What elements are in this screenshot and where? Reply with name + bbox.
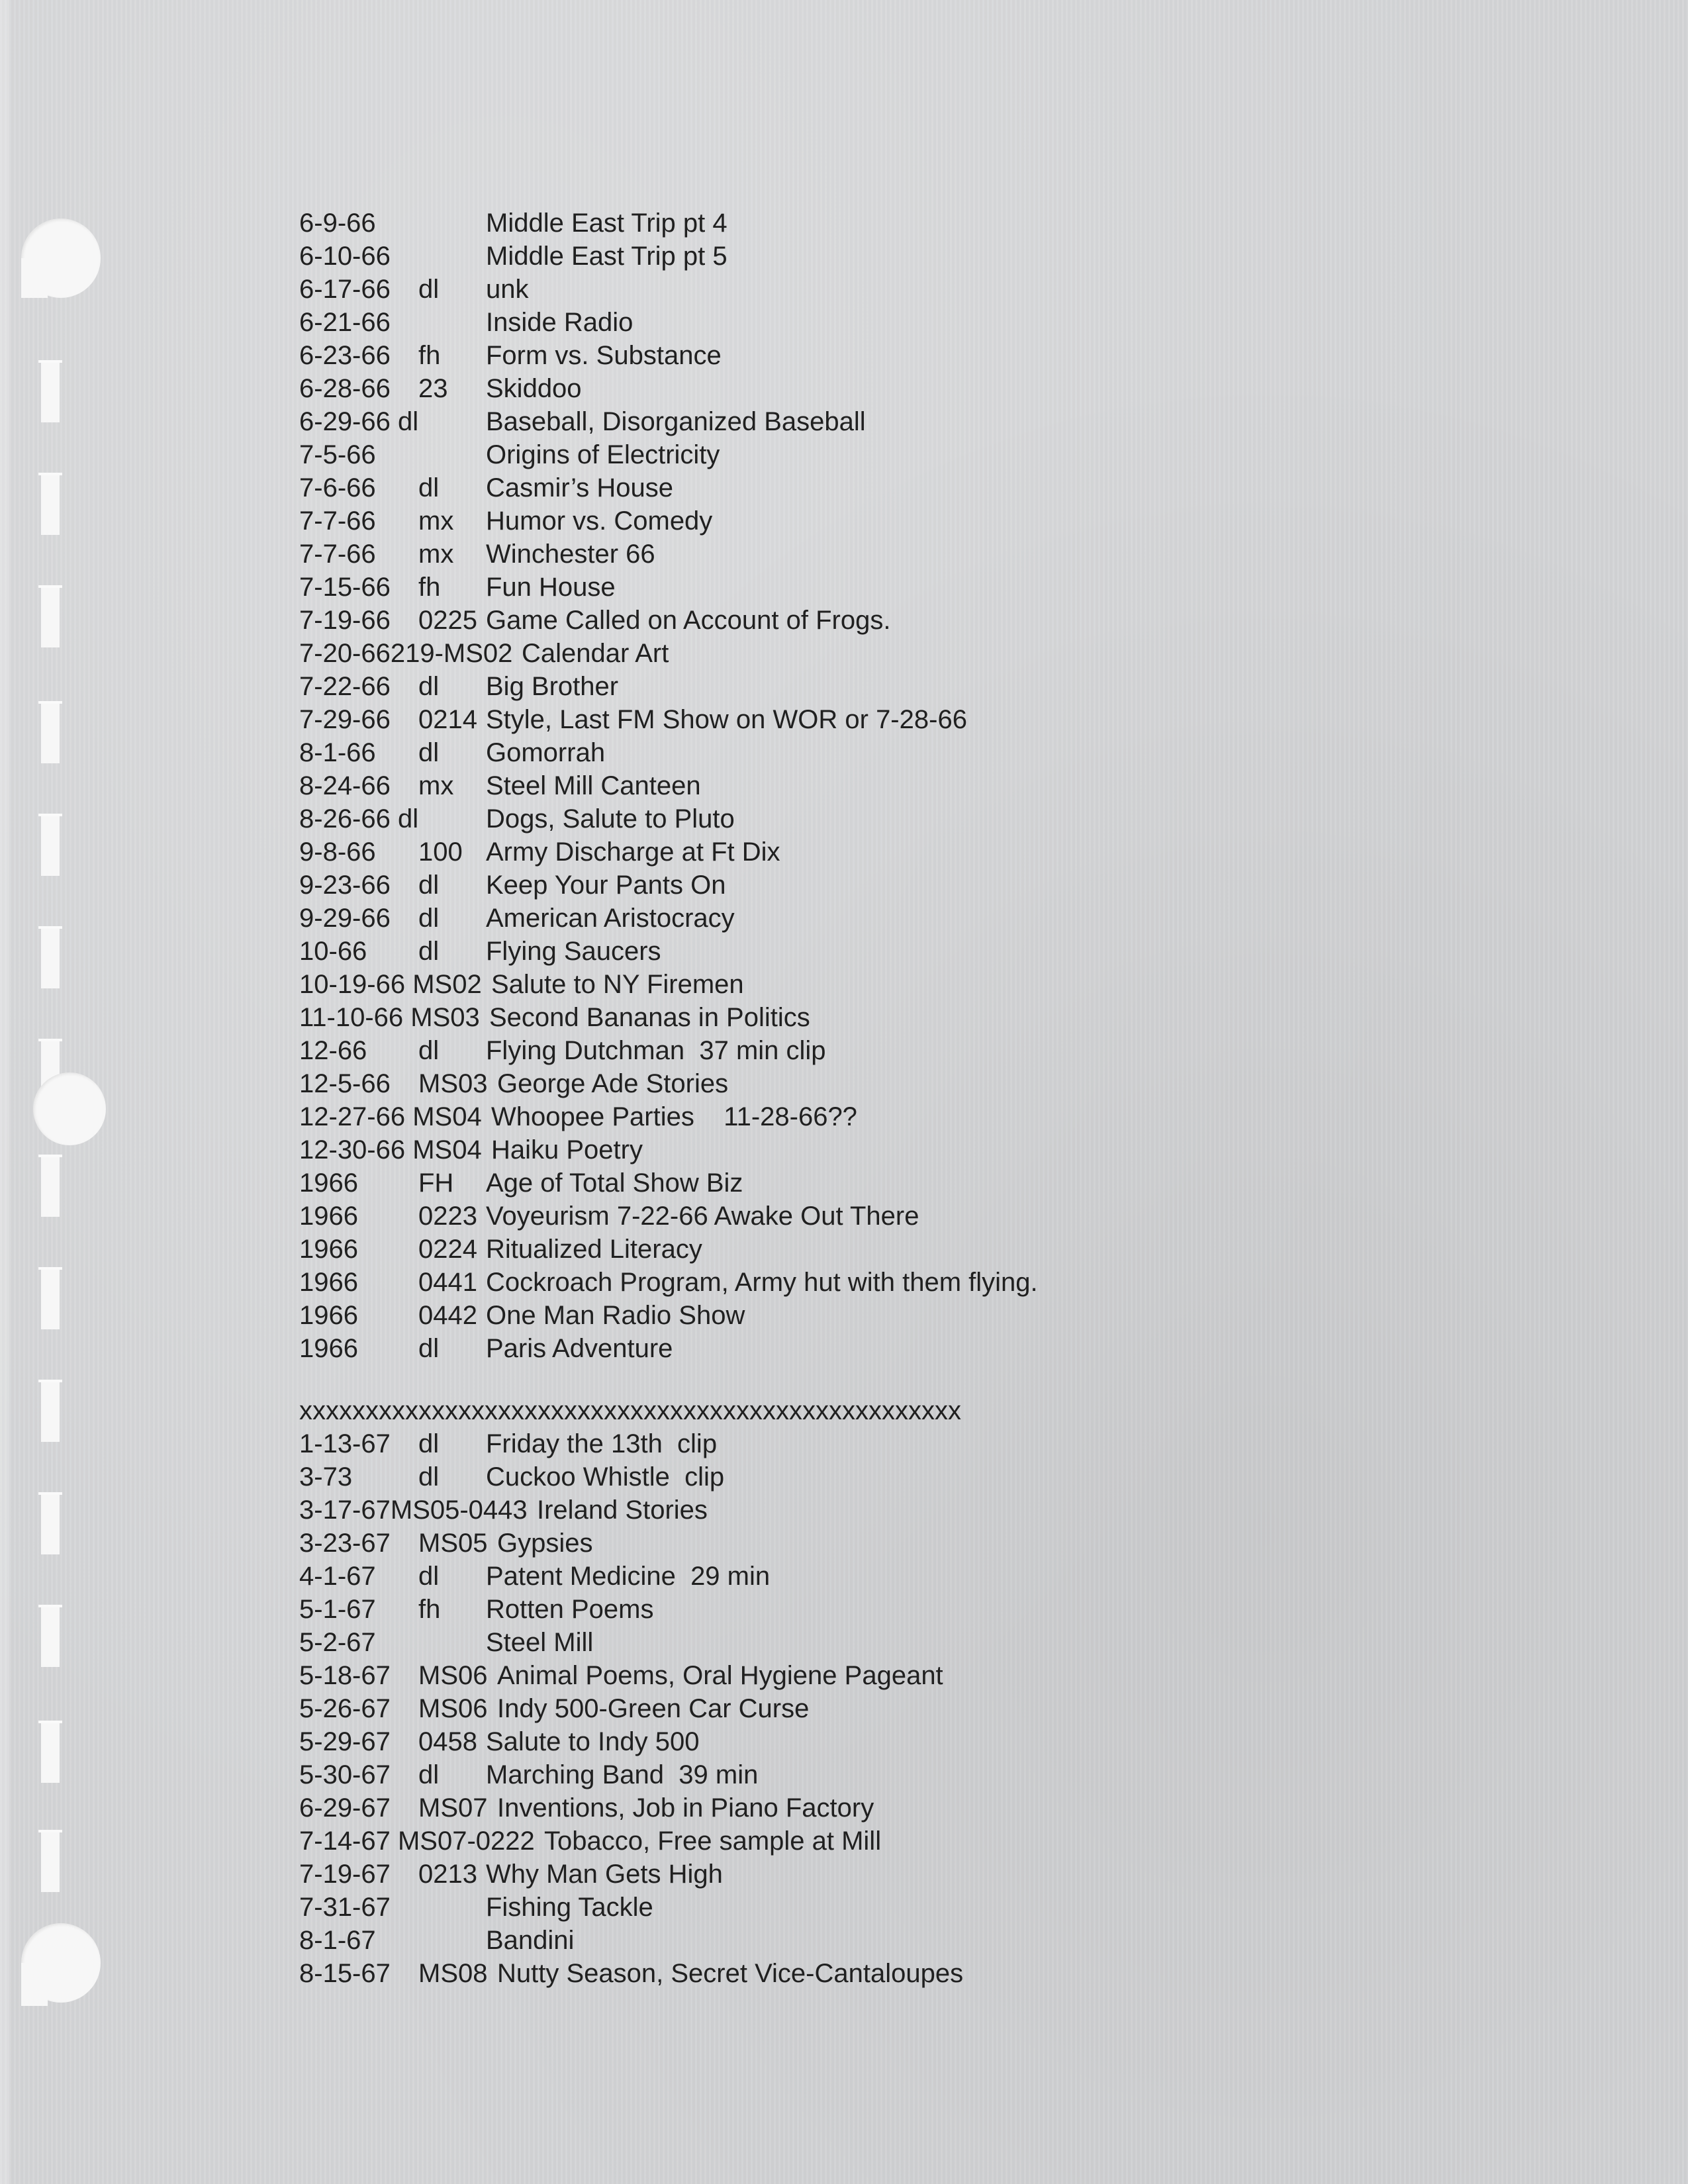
entry-title: Middle East Trip pt 5 <box>486 242 727 271</box>
listing-row <box>299 670 961 703</box>
entry-code: dl <box>418 871 440 900</box>
entry-date: 7-19-66 <box>299 606 391 635</box>
entry-date: 6-28-66 <box>299 374 391 403</box>
listing-row <box>299 1332 961 1365</box>
entry-title: Second Bananas in Politics <box>489 1003 810 1032</box>
binder-slot <box>41 1268 60 1329</box>
entry-code: dl <box>418 904 440 933</box>
entry-title: Indy 500-Green Car Curse <box>497 1694 810 1723</box>
entry-date: 1966 <box>299 1168 358 1198</box>
page-edge <box>0 0 9 2184</box>
entry-date: 7-29-66 <box>299 705 391 734</box>
entry-code: 0214 <box>418 705 477 734</box>
entry-date: 5-18-67 <box>299 1661 391 1690</box>
listing-row <box>299 935 961 968</box>
entry-title: Dogs, Salute to Pluto <box>486 804 735 833</box>
entry-date: 7-15-66 <box>299 573 391 602</box>
listing-row <box>299 571 961 604</box>
entry-title: Humor vs. Comedy <box>486 506 713 536</box>
listing-row <box>299 1460 961 1494</box>
entry-date: 8-15-67 <box>299 1959 391 1988</box>
entry-code: MS06 <box>418 1694 488 1723</box>
binder-slot <box>41 927 60 988</box>
entry-code: 0224 <box>418 1235 477 1264</box>
listing-row <box>299 207 961 240</box>
entry-code: 0441 <box>418 1268 477 1297</box>
entry-code: fh <box>418 573 441 602</box>
entry-date: 6-29-67 <box>299 1793 391 1823</box>
binder-slot <box>41 702 60 763</box>
listing-row <box>299 471 961 504</box>
entry-date: 7-14-67 MS07-0222 <box>299 1827 535 1856</box>
listing-row <box>299 968 961 1001</box>
entry-code: MS05 <box>418 1529 488 1558</box>
entry-code: dl <box>418 1429 440 1458</box>
entry-date: 1966 <box>299 1301 358 1330</box>
listing-row <box>299 438 961 471</box>
entry-code: dl <box>418 1334 440 1363</box>
entry-date: 6-21-66 <box>299 308 391 337</box>
entry-code: mx <box>418 506 454 536</box>
binder-slot <box>41 1380 60 1442</box>
listing-row <box>299 869 961 902</box>
entry-title: Origins of Electricity <box>486 440 720 469</box>
entry-code: 23 <box>418 374 448 403</box>
binder-slot <box>41 586 60 647</box>
entry-title: Style, Last FM Show on WOR or 7-28-66 <box>486 705 967 734</box>
listing-row <box>299 1659 961 1692</box>
entry-code: dl <box>418 1462 440 1492</box>
broadcast-listing <box>299 207 1038 1990</box>
binder-hole-top-stem <box>21 258 48 298</box>
entry-code: MS03 <box>418 1069 488 1098</box>
listing-row <box>299 1166 961 1200</box>
entry-title: Baseball, Disorganized Baseball <box>486 407 866 436</box>
separator-line: xxxxxxxxxxxxxxxxxxxxxxxxxxxxxxxxxxxxxxxxxxxxxxxxxx <box>299 1396 961 1425</box>
entry-title: Cockroach Program, Army hut with them flying. <box>486 1268 1038 1297</box>
entry-date: 7-7-66 <box>299 540 376 569</box>
listing-row <box>299 240 961 273</box>
entry-title: Winchester 66 <box>486 540 655 569</box>
entry-title: Calendar Art <box>522 639 669 668</box>
entry-title: Fun House <box>486 573 616 602</box>
entry-title: Steel Mill Canteen <box>486 771 701 800</box>
listing-row <box>299 306 961 339</box>
entry-code: 0213 <box>418 1860 477 1889</box>
entry-date: 12-27-66 MS04 <box>299 1102 482 1131</box>
listing-row <box>299 1427 961 1460</box>
entry-title: Tobacco, Free sample at Mill <box>544 1827 882 1856</box>
binder-slot <box>41 1605 60 1667</box>
listing-row <box>299 538 961 571</box>
listing-row <box>299 1825 961 1858</box>
entry-date: 7-6-66 <box>299 473 376 502</box>
entry-date: 5-1-67 <box>299 1595 376 1624</box>
entry-title: Steel Mill <box>486 1628 594 1657</box>
listing-row <box>299 835 961 869</box>
listing-row <box>299 1891 961 1924</box>
listing-row <box>299 1692 961 1725</box>
listing-row <box>299 1527 961 1560</box>
entry-date: 1966 <box>299 1268 358 1297</box>
binder-slot <box>41 1155 60 1217</box>
listing-row <box>299 1133 961 1166</box>
entry-title: Ritualized Literacy <box>486 1235 702 1264</box>
entry-code: MS07 <box>418 1793 488 1823</box>
entry-title: Middle East Trip pt 4 <box>486 209 727 238</box>
entry-date: 12-66 <box>299 1036 367 1065</box>
binder-slot <box>41 473 60 535</box>
listing-row <box>299 405 961 438</box>
entry-date: 8-1-66 <box>299 738 376 767</box>
entry-title: Game Called on Account of Frogs. <box>486 606 891 635</box>
entry-title: Salute to NY Firemen <box>491 970 744 999</box>
entry-title: Rotten Poems <box>486 1595 654 1624</box>
entry-date: 5-29-67 <box>299 1727 391 1756</box>
entry-date: 7-20-66219-MS02 <box>299 639 513 668</box>
entry-title: Fishing Tackle <box>486 1893 653 1922</box>
entry-date: 5-2-67 <box>299 1628 376 1657</box>
entry-date: 8-26-66 dl <box>299 804 419 833</box>
entry-title: Whoopee Parties 11-28-66?? <box>491 1102 857 1131</box>
listing-row <box>299 372 961 405</box>
entry-title: Bandini <box>486 1926 575 1955</box>
listing-row <box>299 736 961 769</box>
listing-row <box>299 1299 961 1332</box>
entry-date: 5-30-67 <box>299 1760 391 1789</box>
entry-title: Why Man Gets High <box>486 1860 723 1889</box>
entry-code: dl <box>418 672 440 701</box>
entry-date: 8-1-67 <box>299 1926 376 1955</box>
binder-slot <box>41 814 60 876</box>
entry-date: 6-23-66 <box>299 341 391 370</box>
entry-date: 3-23-67 <box>299 1529 391 1558</box>
entry-code: dl <box>418 1036 440 1065</box>
entry-title: Haiku Poetry <box>491 1135 643 1164</box>
listing-row <box>299 504 961 538</box>
entry-date: 7-22-66 <box>299 672 391 701</box>
binder-hole-bottom-stem <box>21 1963 48 2006</box>
listing-row <box>299 1067 961 1100</box>
entry-date: 1-13-67 <box>299 1429 391 1458</box>
listing-row <box>299 1626 961 1659</box>
entry-date: 1966 <box>299 1202 358 1231</box>
entry-code: 100 <box>418 837 463 867</box>
listing-row <box>299 1957 964 1990</box>
listing-row <box>299 1001 961 1034</box>
entry-date: 6-9-66 <box>299 209 376 238</box>
entry-title: Gypsies <box>497 1529 593 1558</box>
entry-date: 5-26-67 <box>299 1694 391 1723</box>
listing-row <box>299 769 961 802</box>
entry-date: 6-10-66 <box>299 242 391 271</box>
entry-date: 7-5-66 <box>299 440 376 469</box>
entry-code: dl <box>418 473 440 502</box>
entry-title: Gomorrah <box>486 738 606 767</box>
entry-date: 9-23-66 <box>299 871 391 900</box>
entry-date: 10-66 <box>299 937 367 966</box>
listing-row <box>299 1034 961 1067</box>
entry-code: mx <box>418 771 454 800</box>
binder-hole-middle <box>33 1072 106 1145</box>
entry-code: dl <box>418 1562 440 1591</box>
entry-title: Marching Band 39 min <box>486 1760 759 1789</box>
entry-code: dl <box>418 937 440 966</box>
listing-row <box>299 1233 961 1266</box>
listing-row <box>299 604 961 637</box>
binder-slot <box>41 1493 60 1554</box>
entry-title: American Aristocracy <box>486 904 735 933</box>
binder-slot <box>41 1721 60 1783</box>
binder-slot <box>41 361 60 422</box>
entry-title: Flying Saucers <box>486 937 661 966</box>
listing-row <box>299 1758 961 1791</box>
entry-date: 3-17-67MS05-0443 <box>299 1496 528 1525</box>
entry-title: Age of Total Show Biz <box>486 1168 743 1198</box>
entry-date: 1966 <box>299 1235 358 1264</box>
entry-date: 4-1-67 <box>299 1562 376 1591</box>
listing-row <box>299 902 961 935</box>
entry-code: MS08 <box>418 1959 488 1988</box>
entry-date: 7-7-66 <box>299 506 376 536</box>
entry-code: dl <box>418 738 440 767</box>
entry-title: Nutty Season, Secret Vice-Cantaloupes <box>497 1959 964 1988</box>
entry-title: Big Brother <box>486 672 619 701</box>
listing-section-1966 <box>299 207 1038 1365</box>
entry-title: Voyeurism 7-22-66 Awake Out There <box>486 1202 919 1231</box>
listing-row <box>299 1858 961 1891</box>
entry-date: 12-5-66 <box>299 1069 391 1098</box>
listing-row <box>299 637 961 670</box>
entry-code: dl <box>418 275 440 304</box>
entry-date: 10-19-66 MS02 <box>299 970 482 999</box>
entry-code: dl <box>418 1760 440 1789</box>
entry-title: Cuckoo Whistle clip <box>486 1462 725 1492</box>
listing-row <box>299 703 967 736</box>
blank-line <box>299 1365 961 1394</box>
entry-title: Inside Radio <box>486 308 633 337</box>
entry-title: Flying Dutchman 37 min clip <box>486 1036 826 1065</box>
entry-code: 0223 <box>418 1202 477 1231</box>
entry-code: mx <box>418 540 454 569</box>
entry-date: 6-17-66 <box>299 275 391 304</box>
entry-date: 7-31-67 <box>299 1893 391 1922</box>
binder-slot <box>41 1830 60 1892</box>
entry-code: FH <box>418 1168 454 1198</box>
entry-date: 1966 <box>299 1334 358 1363</box>
entry-title: Salute to Indy 500 <box>486 1727 700 1756</box>
listing-row <box>299 339 961 372</box>
entry-title: Form vs. Substance <box>486 341 722 370</box>
listing-row <box>299 1100 961 1133</box>
entry-date: 12-30-66 MS04 <box>299 1135 482 1164</box>
entry-title: Keep Your Pants On <box>486 871 726 900</box>
entry-date: 3-73 <box>299 1462 353 1492</box>
entry-code: fh <box>418 1595 441 1624</box>
entry-date: 8-24-66 <box>299 771 391 800</box>
entry-code: fh <box>418 341 441 370</box>
entry-date: 6-29-66 dl <box>299 407 419 436</box>
entry-title: Animal Poems, Oral Hygiene Pageant <box>497 1661 943 1690</box>
entry-code: 0225 <box>418 606 477 635</box>
entry-title: Ireland Stories <box>537 1496 708 1525</box>
listing-row <box>299 273 961 306</box>
entry-title: Paris Adventure <box>486 1334 673 1363</box>
entry-date: 7-19-67 <box>299 1860 391 1889</box>
listing-row <box>299 1924 961 1957</box>
entry-title: George Ade Stories <box>497 1069 729 1098</box>
listing-row <box>299 802 961 835</box>
entry-title: Patent Medicine 29 min <box>486 1562 771 1591</box>
listing-row <box>299 1200 961 1233</box>
listing-row <box>299 1791 961 1825</box>
entry-code: 0458 <box>418 1727 477 1756</box>
listing-row <box>299 1593 961 1626</box>
listing-row <box>299 1494 961 1527</box>
entry-date: 11-10-66 MS03 <box>299 1003 480 1032</box>
entry-code: MS06 <box>418 1661 488 1690</box>
entry-code: 0442 <box>418 1301 477 1330</box>
entry-title: Skiddoo <box>486 374 582 403</box>
entry-title: One Man Radio Show <box>486 1301 745 1330</box>
entry-title: Inventions, Job in Piano Factory <box>497 1793 874 1823</box>
entry-title: Casmir’s House <box>486 473 674 502</box>
listing-row <box>299 1560 961 1593</box>
listing-row <box>299 1725 961 1758</box>
entry-date: 9-8-66 <box>299 837 376 867</box>
listing-row <box>299 1266 1038 1299</box>
entry-title: unk <box>486 275 529 304</box>
entry-title: Friday the 13th clip <box>486 1429 718 1458</box>
entry-date: 9-29-66 <box>299 904 391 933</box>
entry-title: Army Discharge at Ft Dix <box>486 837 780 867</box>
listing-section-1967 <box>299 1427 964 1990</box>
